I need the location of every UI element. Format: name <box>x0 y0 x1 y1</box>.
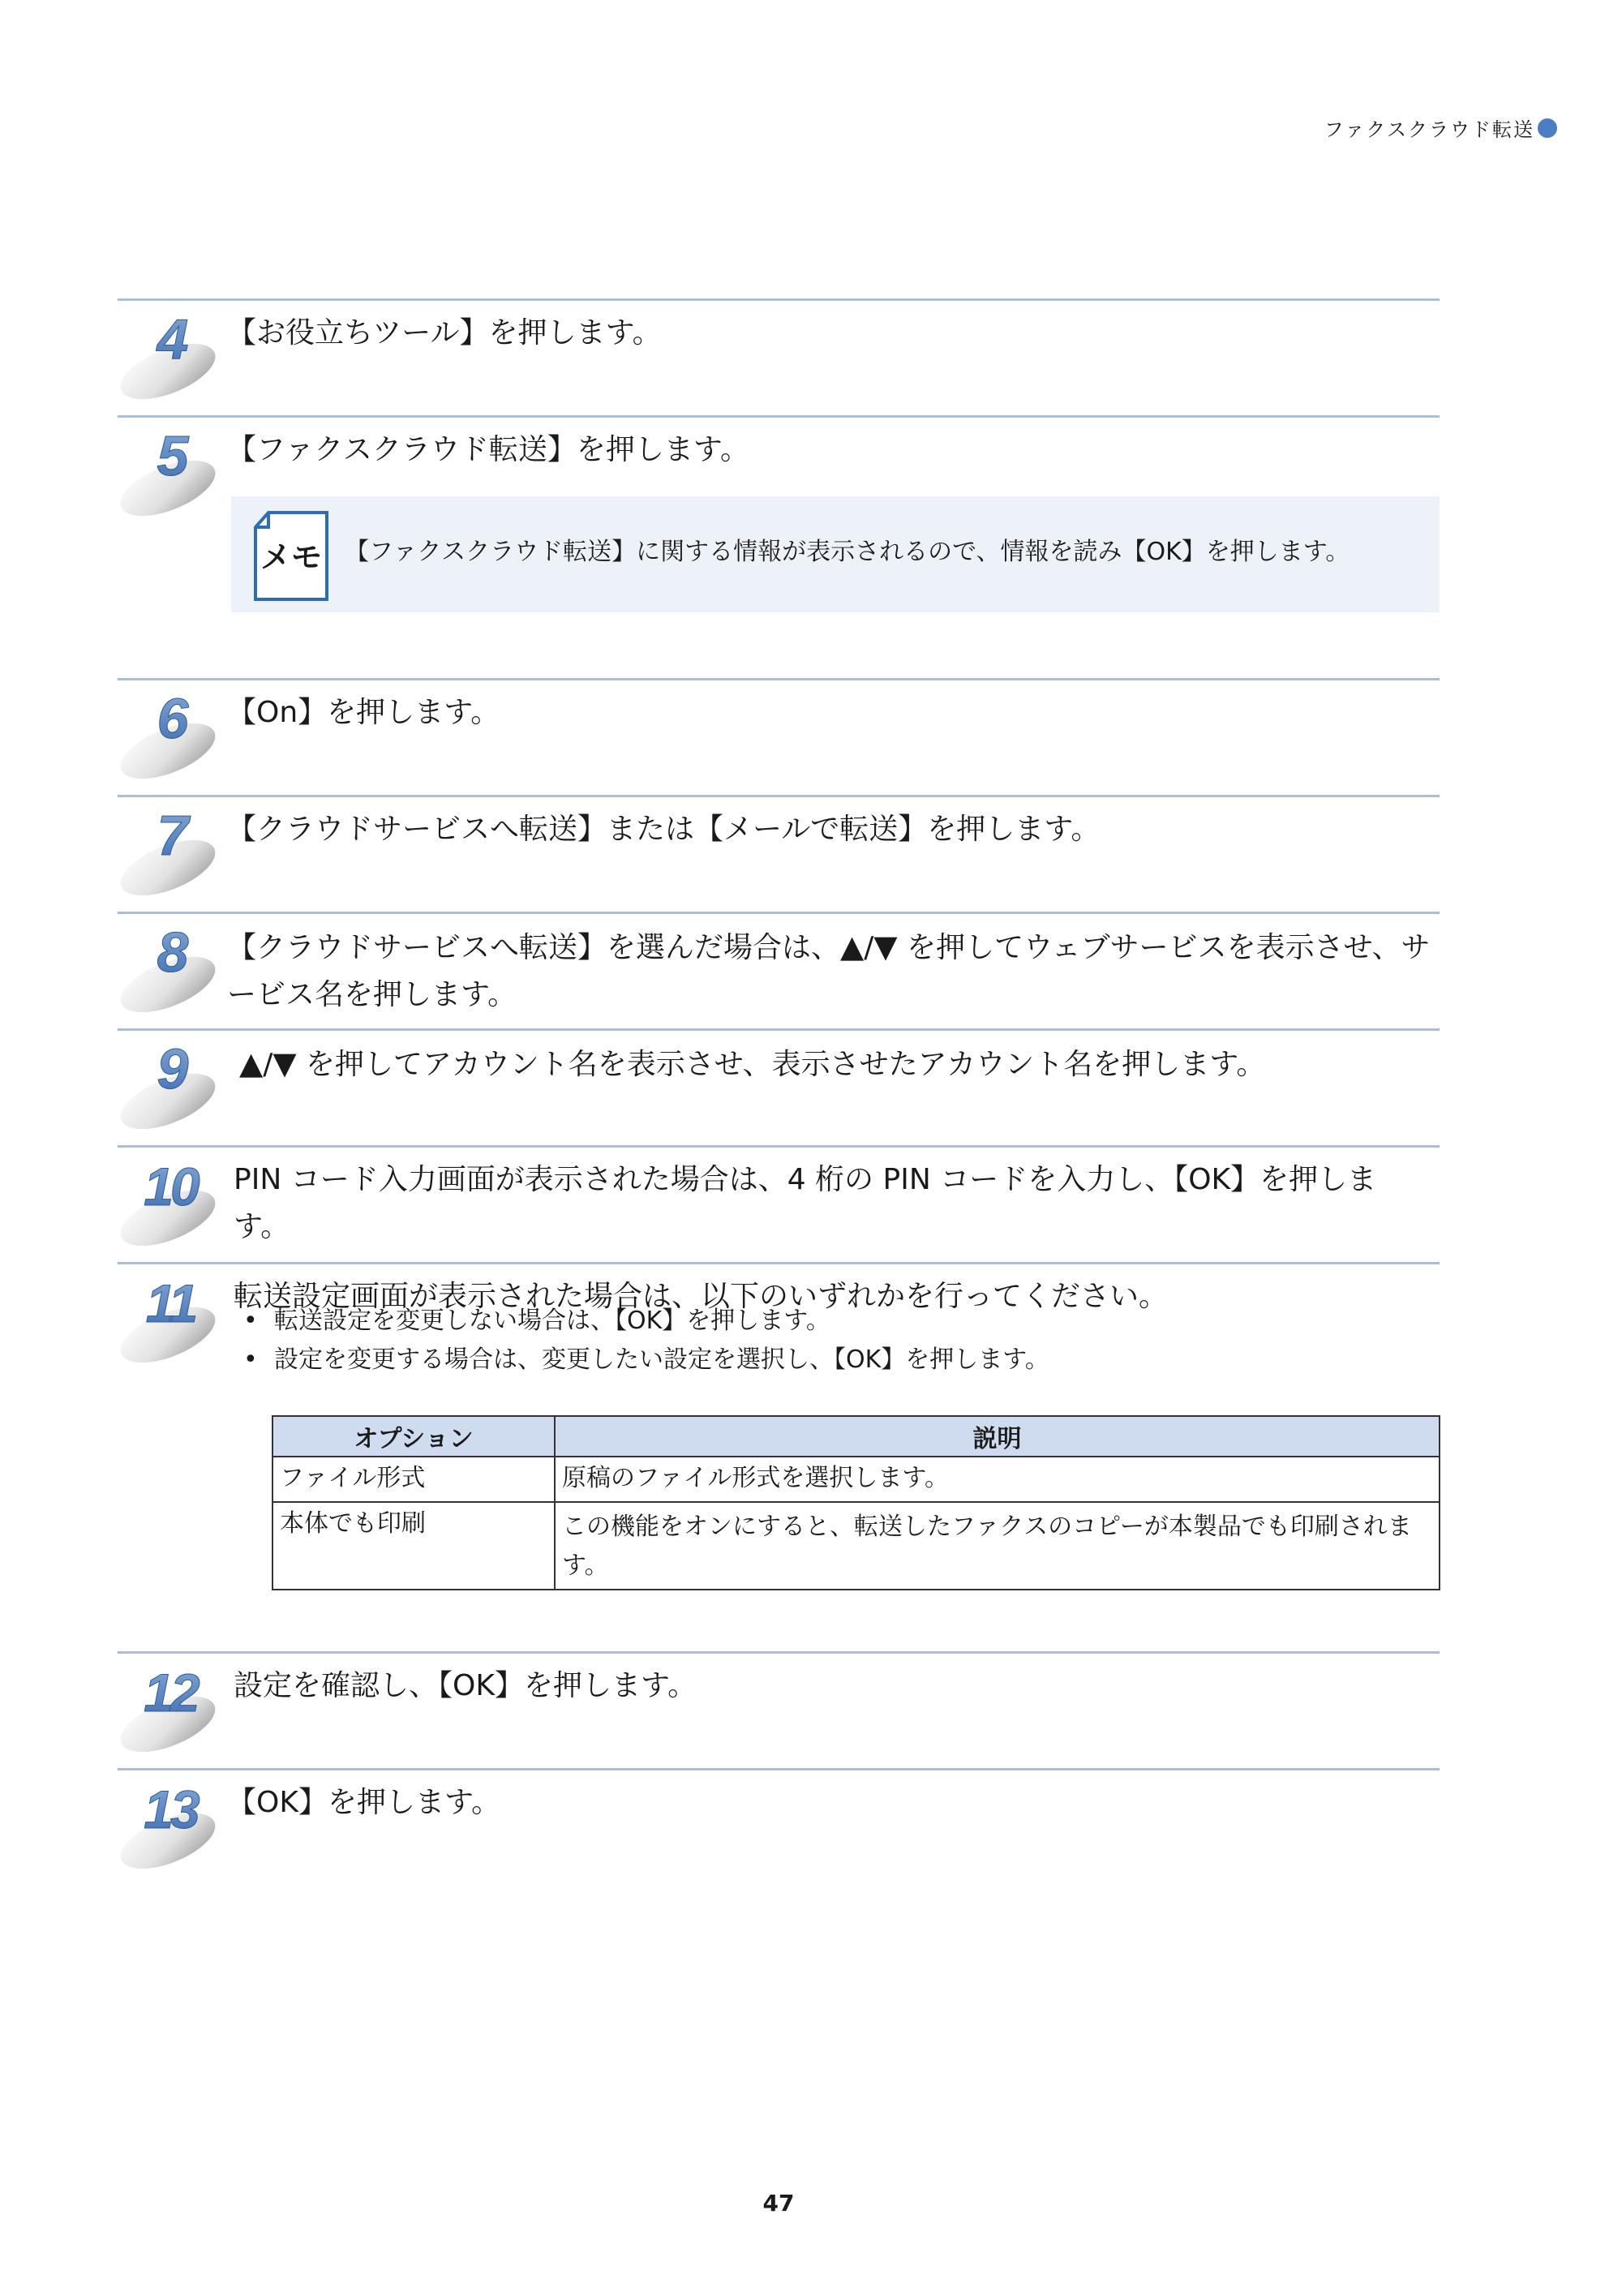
step-text: 【On】を押します。 <box>227 696 500 729</box>
step-text <box>227 923 1431 1019</box>
step-number: 13 <box>144 1779 197 1839</box>
page-number: 47 <box>762 2190 795 2217</box>
column-header-description: 説明 <box>555 1416 1440 1457</box>
bullet-dot-icon <box>1538 118 1557 138</box>
step-text: 【ファクスクラウド転送】を押します。 <box>227 433 750 466</box>
options-table <box>272 1415 1440 1590</box>
step-number-badge <box>118 1267 223 1364</box>
step-11-bullet-list <box>243 1302 1049 1380</box>
step-divider <box>118 912 1440 914</box>
step-number: 10 <box>144 1157 197 1217</box>
step-text-part: 【クラウドサービスへ転送】を選んだ場合は、 <box>227 931 841 964</box>
step-number: 5 <box>157 424 189 487</box>
step-text-part: を押してアカウント名を表示させ、表示させたアカウント名を押します。 <box>296 1048 1266 1081</box>
step-text: 【お役立ちツール】を押します。 <box>227 316 662 350</box>
step-text: 【OK】を押します。 <box>227 1786 501 1819</box>
table-cell: この機能をオンにすると、転送したファクスのコピーが本製品でも印刷されます。 <box>555 1502 1440 1590</box>
table-cell: ファイル形式 <box>272 1457 555 1502</box>
up-triangle-icon: ▲ <box>239 1045 264 1081</box>
memo-text: 【ファクスクラウド転送】に関する情報が表示されるので、情報を読み【OK】を押します。 <box>345 538 1350 566</box>
step-text: 【クラウドサービスへ転送】または【メールで転送】を押します。 <box>227 813 1101 846</box>
step-number-badge <box>118 303 223 401</box>
memo-box <box>231 496 1440 612</box>
step-number: 6 <box>157 687 189 750</box>
slash: / <box>263 1048 273 1081</box>
step-divider <box>118 1028 1440 1031</box>
step-number-badge <box>118 800 223 897</box>
table-cell: 本体でも印刷 <box>272 1502 555 1590</box>
memo-icon <box>251 509 332 606</box>
list-item: • 転送設定を変更しない場合は、【OK】を押します。 <box>243 1302 1049 1341</box>
step-number-badge <box>118 420 223 517</box>
step-divider <box>118 678 1440 680</box>
step-divider <box>118 1768 1440 1770</box>
step-divider <box>118 1145 1440 1148</box>
table-cell: 原稿のファイル形式を選択します。 <box>555 1457 1440 1502</box>
step-number-badge <box>118 1656 223 1753</box>
step-text: PIN コード入力画面が表示された場合は、4 桁の PIN コードを入力し、【OK】を押します。 <box>234 1163 1377 1243</box>
step-number-badge <box>118 1773 223 1870</box>
step-number-badge <box>118 1150 223 1247</box>
step-text: 転送設定画面が表示された場合は、以下のいずれかを行ってください。 <box>234 1280 1169 1313</box>
step-divider <box>118 298 1440 301</box>
column-header-option: オプション <box>272 1416 555 1457</box>
step-number: 8 <box>157 921 189 984</box>
up-triangle-icon: ▲ <box>840 929 865 964</box>
step-text-part: を押してウェブサービスを表示させ、サービス名を押します。 <box>227 931 1431 1011</box>
table-row <box>272 1502 1440 1590</box>
table-row <box>272 1457 1440 1502</box>
step-number: 9 <box>157 1037 189 1101</box>
step-number: 7 <box>157 804 189 867</box>
step-divider <box>118 415 1440 418</box>
step-number-badge <box>118 916 223 1014</box>
step-divider <box>118 795 1440 797</box>
down-triangle-icon: ▼ <box>272 1045 297 1081</box>
step-number-badge <box>118 683 223 780</box>
running-header <box>1324 114 1557 142</box>
step-text <box>239 1040 1431 1088</box>
down-triangle-icon: ▼ <box>873 929 898 964</box>
step-text: 設定を確認し、【OK】を押します。 <box>234 1669 697 1702</box>
table-header-row <box>272 1416 1440 1457</box>
step-divider <box>118 1262 1440 1264</box>
list-item: • 設定を変更する場合は、変更したい設定を選択し、【OK】を押します。 <box>243 1341 1049 1380</box>
step-divider <box>118 1651 1440 1654</box>
step-number: 4 <box>157 307 189 371</box>
step-number: 12 <box>144 1663 197 1723</box>
step-number: 11 <box>145 1273 195 1333</box>
step-number-badge <box>118 1033 223 1131</box>
memo-icon-label: メモ <box>260 539 323 575</box>
section-title: ファクスクラウド転送 <box>1324 118 1534 141</box>
slash: / <box>864 931 874 964</box>
